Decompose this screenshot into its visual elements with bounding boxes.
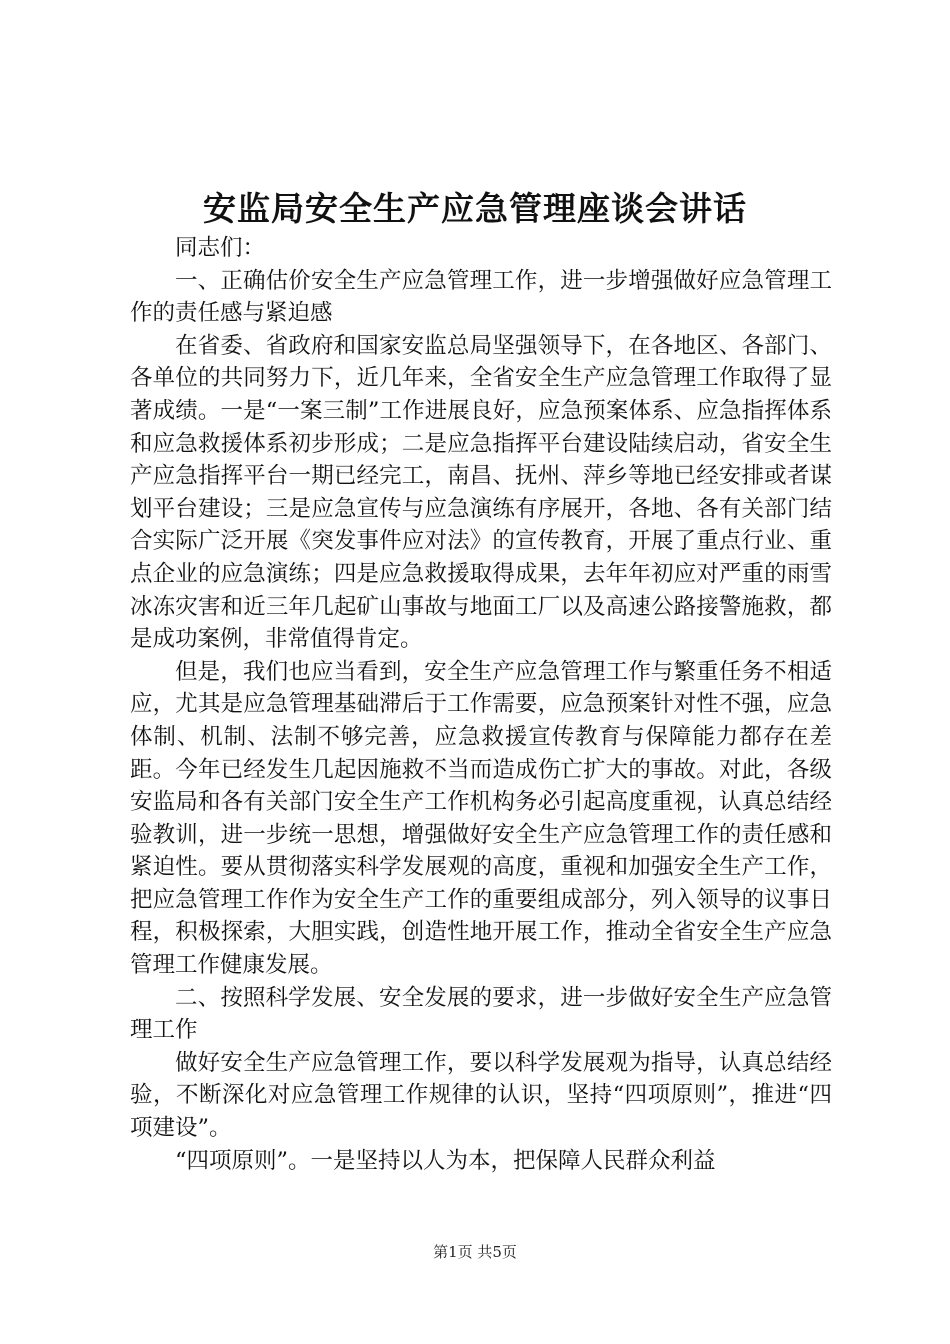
section-one-heading: 一、正确估价安全生产应急管理工作，进一步增强做好应急管理工作的责任感与紧迫感 [130, 267, 832, 327]
body-paragraph: “四项原则”。一是坚持以人为本，把保障人民群众利益 [175, 1147, 716, 1174]
section-two-heading: 二、按照科学发展、安全发展的要求，进一步做好安全生产应急管理工作 [130, 984, 832, 1044]
salutation-paragraph: 同志们： [175, 235, 266, 261]
document-body [130, 232, 832, 1177]
body-paragraph: 做好安全生产应急管理工作，要以科学发展观为指导，认真总结经验，不断深化对应急管理工作规律的认识，坚持“四项原则”，推进“四项建设”。 [130, 1049, 832, 1142]
body-paragraph: 但是，我们也应当看到，安全生产应急管理工作与繁重任务不相适应，尤其是应急管理基础滞后于工作需要，应急预案针对性不强，应急体制、机制、法制不够完善，应急救援宣传教育与保障能力都存在差距。今年已经发生几起因施救不当而造成伤亡扩大的事故。对此，各级安监局和各有关部门安全生产工作机构务必引起高度重视，认真总结经验教训，进一步统一思想，增强做好安全生产应急管理工作的责任感和紧迫性。要从贯彻落实科学发展观的高度，重视和加强安全生产工作，把应急管理工作作为安全生产工作的重要组成部分，列入领导的议事日程，积极探索，大胆实践，创造性地开展工作，推动全省安全生产应急管理工作健康发展。 [130, 658, 832, 979]
body-paragraph: 在省委、省政府和国家安监总局坚强领导下，在各地区、各部门、各单位的共同努力下，近几年来，全省安全生产应急管理工作取得了显著成绩。一是“一案三制”工作进展良好，应急预案体系、应急指挥体系和应急救援体系初步形成；二是应急指挥平台建设陆续启动，省安全生产应急指挥平台一期已经完工，南昌、抚州、萍乡等地已经安排或者谋划平台建设；三是应急宣传与应急演练有序展开，各地、各有关部门结合实际广泛开展《突发事件应对法》的宣传教育，开展了重点行业、重点企业的应急演练；四是应急救援取得成果，去年年初应对严重的雨雪冰冻灾害和近三年几起矿山事故与地面工厂以及高速公路接警施救，都是成功案例，非常值得肯定。 [130, 332, 832, 653]
page-title: 安监局安全生产应急管理座谈会讲话 [203, 189, 747, 228]
page-number-footer: 第1页 共5页 [433, 1243, 517, 1261]
